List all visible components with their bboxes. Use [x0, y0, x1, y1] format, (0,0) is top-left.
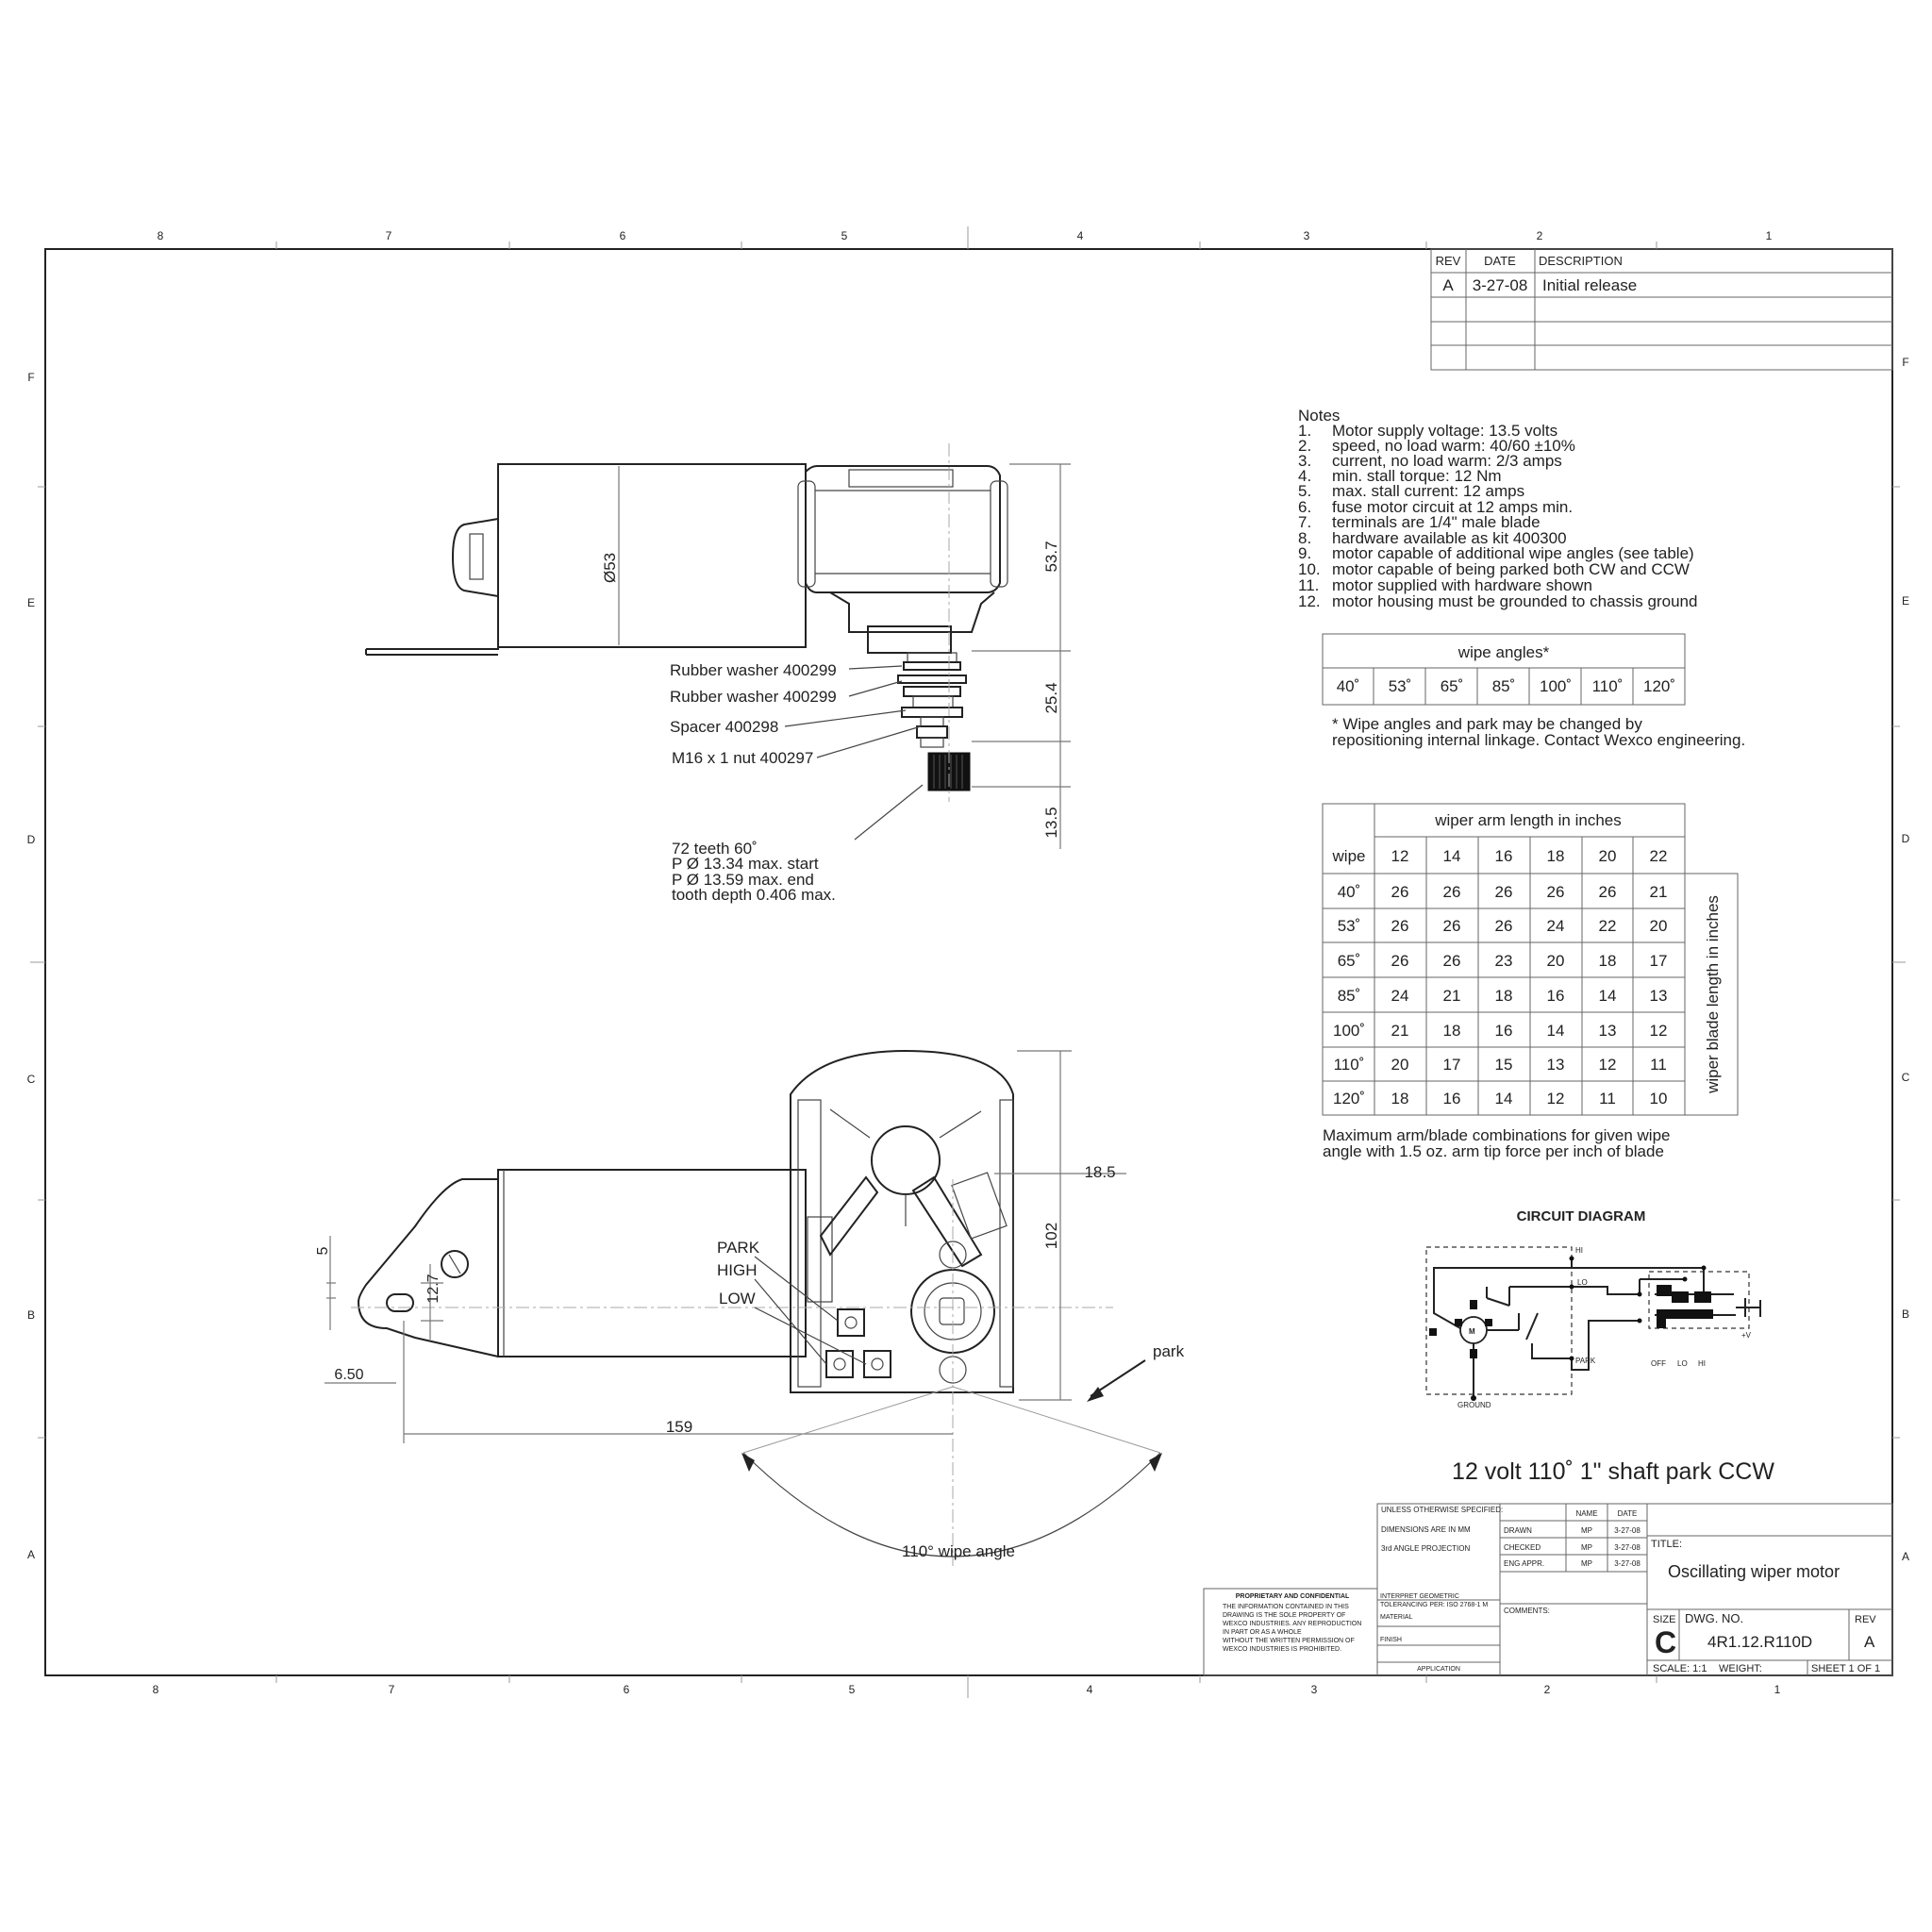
wipe-angle-cell: 120˚ — [1642, 677, 1676, 695]
arm-cell: 16 — [1494, 1022, 1513, 1040]
circuit-label-park: PARK — [1575, 1357, 1596, 1365]
zone-col-bottom-5: 5 — [848, 1683, 856, 1696]
note-text: max. stall current: 12 amps — [1332, 482, 1525, 500]
tb-comments: COMMENTS: — [1504, 1607, 1550, 1615]
zone-row-left-b: B — [26, 1308, 36, 1322]
arm-cell: 26 — [1442, 883, 1461, 901]
arm-cell: 16 — [1442, 1090, 1461, 1108]
zone-col-bottom-8: 8 — [152, 1683, 159, 1696]
arm-length-header: 14 — [1442, 847, 1461, 865]
tb-name-checked: MP — [1581, 1543, 1592, 1552]
note-num: 9. — [1298, 544, 1312, 562]
rev-header-description: DESCRIPTION — [1539, 254, 1623, 268]
note-num: 4. — [1298, 467, 1312, 485]
circuit-diagram — [1426, 1208, 1760, 1409]
rev-row-date: 3-27-08 — [1472, 276, 1528, 294]
arm-cell: 18 — [1391, 1090, 1409, 1108]
arm-length-header: 12 — [1391, 847, 1409, 865]
arm-cell: 26 — [1442, 952, 1461, 970]
note-num: 6. — [1298, 498, 1312, 516]
dim-18-5: 18.5 — [1084, 1163, 1116, 1181]
tb-interpret-2: TOLERANCING PER: ISO 2768-1 M — [1380, 1602, 1489, 1608]
arm-cell: 12 — [1546, 1090, 1565, 1108]
zone-col-top-5: 5 — [841, 229, 848, 242]
circuit-label-motor: M — [1469, 1327, 1475, 1336]
circuit-label-off: OFF — [1651, 1359, 1666, 1368]
arm-cell: 13 — [1546, 1056, 1565, 1074]
circuit-label-lo: LO — [1577, 1278, 1588, 1287]
zone-row-right-f: F — [1902, 356, 1909, 369]
arm-cell: 21 — [1649, 883, 1668, 901]
spline-spec-2: P Ø 13.34 max. start — [672, 855, 819, 873]
arm-cell: 12 — [1598, 1056, 1617, 1074]
rev-row-rev: A — [1442, 276, 1454, 294]
callout-rubber-washer-1: Rubber washer 400299 — [670, 661, 837, 679]
tb-title-label: TITLE: — [1651, 1539, 1683, 1550]
arm-cell: 14 — [1546, 1022, 1565, 1040]
arm-cell: 11 — [1650, 1056, 1667, 1074]
note-text: min. stall torque: 12 Nm — [1332, 467, 1502, 485]
rev-header-rev: REV — [1435, 254, 1461, 268]
arm-row-angle: 53˚ — [1337, 917, 1361, 935]
zone-col-top-4: 4 — [1076, 229, 1084, 242]
rev-row-description: Initial release — [1542, 276, 1638, 294]
dim-diameter-53: Ø53 — [601, 552, 619, 583]
zone-row-left-e: E — [26, 596, 36, 609]
dim-25-4: 25.4 — [1042, 682, 1060, 714]
note-num: 12. — [1298, 592, 1321, 610]
notes-list — [1298, 422, 1697, 610]
callout-rubber-washer-2: Rubber washer 400299 — [670, 688, 837, 706]
arm-length-header: 16 — [1494, 847, 1513, 865]
zone-col-bottom-3: 3 — [1310, 1683, 1318, 1696]
zone-row-right-b: B — [1901, 1307, 1910, 1321]
zone-row-right-c: C — [1901, 1071, 1910, 1084]
tb-date-checked: 3-27-08 — [1614, 1543, 1641, 1552]
note-num: 10. — [1298, 560, 1321, 578]
zone-col-bottom-4: 4 — [1086, 1683, 1093, 1696]
arm-cell: 26 — [1391, 917, 1409, 935]
tb-proprietary-line: WITHOUT THE WRITTEN PERMISSION OF — [1223, 1638, 1355, 1644]
arm-cell: 23 — [1494, 952, 1513, 970]
tb-dwg-label: DWG. NO. — [1685, 1611, 1744, 1625]
tb-scale: SCALE: 1:1 — [1653, 1663, 1707, 1674]
notes — [1298, 407, 1697, 610]
wipe-angles-title: wipe angles* — [1457, 643, 1550, 661]
arm-row-angle: 85˚ — [1337, 987, 1361, 1005]
tb-size-label: SIZE — [1653, 1614, 1676, 1625]
arm-cell: 20 — [1546, 952, 1565, 970]
circuit-label-hi: HI — [1575, 1246, 1583, 1255]
side-view — [366, 443, 1071, 904]
dim-53-7: 53.7 — [1042, 541, 1060, 573]
rev-header-date: DATE — [1484, 254, 1516, 268]
arm-cell: 18 — [1598, 952, 1617, 970]
arm-cell: 26 — [1598, 883, 1617, 901]
circuit-label-hi-switch: HI — [1698, 1359, 1706, 1368]
tb-date-drawn: 3-27-08 — [1614, 1526, 1641, 1535]
tb-name-eng-appr: MP — [1581, 1559, 1592, 1568]
arm-table-side-label: wiper blade length in inches — [1704, 895, 1722, 1093]
arm-cell: 10 — [1649, 1090, 1668, 1108]
tb-date-eng-appr: 3-27-08 — [1614, 1559, 1641, 1568]
arm-row-angle: 110˚ — [1333, 1056, 1365, 1074]
wipe-angle-cell: 40˚ — [1336, 677, 1360, 695]
tb-sheet: SHEET 1 OF 1 — [1811, 1663, 1881, 1674]
note-text: motor capable of additional wipe angles (see table) — [1332, 544, 1694, 562]
arm-cell: 26 — [1494, 917, 1513, 935]
zone-row-right-d: D — [1901, 832, 1910, 845]
dim-6-50: 6.50 — [334, 1367, 364, 1383]
tb-tolerance-1: UNLESS OTHERWISE SPECIFIED: — [1381, 1506, 1504, 1514]
arm-cell: 26 — [1546, 883, 1565, 901]
dim-102: 102 — [1042, 1222, 1060, 1250]
terminal-label-high: HIGH — [717, 1261, 758, 1279]
circuit-title: CIRCUIT DIAGRAM — [1516, 1208, 1646, 1224]
tb-weight: WEIGHT: — [1719, 1663, 1762, 1674]
arm-cell: 24 — [1546, 917, 1565, 935]
dim-159: 159 — [665, 1418, 693, 1436]
zone-col-bottom-6: 6 — [623, 1683, 630, 1696]
terminal-label-low: LOW — [719, 1290, 756, 1307]
tb-size: C — [1655, 1625, 1677, 1659]
arm-cell: 12 — [1649, 1022, 1668, 1040]
arm-table-row-header: wipe — [1332, 847, 1366, 865]
wipe-angle-cell: 110˚ — [1591, 677, 1624, 695]
arm-length-header: 22 — [1649, 847, 1668, 865]
note-num: 2. — [1298, 437, 1312, 455]
zone-col-top-1: 1 — [1765, 229, 1773, 242]
wipe-angle-cell: 53˚ — [1388, 677, 1412, 695]
dim-5: 5 — [315, 1246, 331, 1256]
arm-cell: 13 — [1598, 1022, 1617, 1040]
arm-blade-table — [1323, 804, 1738, 1160]
arm-cell: 22 — [1598, 917, 1617, 935]
note-text: motor supplied with hardware shown — [1332, 576, 1592, 594]
terminal-label-park: PARK — [717, 1239, 760, 1257]
tb-material: MATERIAL — [1380, 1614, 1413, 1621]
arm-cell: 14 — [1494, 1090, 1513, 1108]
tb-proprietary-title: PROPRIETARY AND CONFIDENTIAL — [1235, 1593, 1350, 1600]
note-text: motor housing must be grounded to chassis ground — [1332, 592, 1698, 610]
note-text: Motor supply voltage: 13.5 volts — [1332, 422, 1558, 440]
wipe-angles-table — [1323, 634, 1745, 749]
arm-cell: 13 — [1649, 987, 1668, 1005]
note-text: current, no load warm: 2/3 amps — [1332, 452, 1562, 470]
arm-cell: 26 — [1442, 917, 1461, 935]
zone-row-right-e: E — [1901, 594, 1910, 608]
note-num: 11. — [1298, 576, 1320, 594]
zone-col-bottom-2: 2 — [1543, 1683, 1551, 1696]
front-view — [315, 1051, 1185, 1566]
zone-row-left-d: D — [26, 833, 36, 846]
arm-cell: 21 — [1442, 987, 1461, 1005]
arm-row-angle: 40˚ — [1337, 883, 1361, 901]
arm-row-angle: 100˚ — [1332, 1022, 1366, 1040]
note-text: terminals are 1/4" male blade — [1332, 513, 1541, 531]
circuit-label-lo-switch: LO — [1677, 1359, 1688, 1368]
arm-cell: 15 — [1494, 1056, 1513, 1074]
zone-col-top-8: 8 — [157, 229, 164, 242]
wipe-angle-cell: 65˚ — [1440, 677, 1464, 695]
note-text: speed, no load warm: 40/60 ±10% — [1332, 437, 1575, 455]
zone-row-left-c: C — [26, 1073, 36, 1086]
arm-table-title: wiper arm length in inches — [1435, 811, 1622, 829]
drawing-subtitle: 12 volt 110˚ 1" shaft park CCW — [1452, 1458, 1774, 1485]
tb-role-eng-appr: ENG APPR. — [1504, 1559, 1545, 1568]
note-text: hardware available as kit 400300 — [1332, 529, 1567, 547]
note-num: 7. — [1298, 513, 1312, 531]
callout-spacer: Spacer 400298 — [670, 718, 779, 736]
note-num: 3. — [1298, 452, 1312, 470]
arm-cell: 20 — [1391, 1056, 1409, 1074]
arm-cell: 21 — [1391, 1022, 1409, 1040]
zone-col-top-2: 2 — [1536, 229, 1543, 242]
title-block — [1204, 1504, 1892, 1675]
zone-row-left-f: F — [27, 371, 35, 384]
spline-spec-1: 72 teeth 60˚ — [672, 840, 758, 858]
tb-date-header: DATE — [1617, 1509, 1638, 1518]
tb-proprietary-line: WEXCO INDUSTRIES IS PROHIBITED. — [1223, 1646, 1342, 1653]
arm-row-angle: 120˚ — [1332, 1090, 1366, 1108]
wipe-angles-footnote-1: * Wipe angles and park may be changed by — [1332, 715, 1642, 733]
circuit-label-plus-v: +V — [1741, 1331, 1752, 1340]
wipe-angle-label: 110° wipe angle — [902, 1542, 1015, 1560]
tb-rev: A — [1864, 1633, 1875, 1651]
wipe-angle-cell: 85˚ — [1491, 677, 1516, 695]
tb-name-header: NAME — [1575, 1509, 1598, 1518]
zone-row-right-a: A — [1901, 1550, 1910, 1563]
arm-cell: 17 — [1649, 952, 1668, 970]
spline-spec-3: P Ø 13.59 max. end — [672, 871, 814, 889]
arm-cell: 11 — [1599, 1090, 1616, 1108]
note-text: motor capable of being parked both CW and CCW — [1332, 560, 1690, 578]
note-num: 8. — [1298, 529, 1312, 547]
circuit-label-ground: GROUND — [1457, 1401, 1491, 1409]
notes-title: Notes — [1298, 407, 1341, 425]
arm-cell: 17 — [1442, 1056, 1461, 1074]
dim-12-7: 12.7 — [425, 1274, 441, 1304]
dim-13-5: 13.5 — [1042, 807, 1060, 839]
zone-col-top-6: 6 — [619, 229, 626, 242]
tb-proprietary-line: THE INFORMATION CONTAINED IN THIS — [1223, 1604, 1349, 1610]
tb-interpret-1: INTERPRET GEOMETRIC — [1380, 1593, 1459, 1600]
tb-dwg-number: 4R1.12.R110D — [1707, 1633, 1813, 1651]
tb-proprietary-line: DRAWING IS THE SOLE PROPERTY OF — [1223, 1612, 1346, 1619]
arm-cell: 14 — [1598, 987, 1617, 1005]
tb-name-drawn: MP — [1581, 1526, 1592, 1535]
arm-cell: 26 — [1391, 883, 1409, 901]
arm-cell: 20 — [1649, 917, 1668, 935]
tb-proprietary-line: IN PART OR AS A WHOLE — [1223, 1629, 1302, 1636]
arm-table-caption-1: Maximum arm/blade combinations for given wipe — [1323, 1126, 1671, 1144]
arm-cell: 18 — [1494, 987, 1513, 1005]
arm-table-caption-2: angle with 1.5 oz. arm tip force per inch of blade — [1323, 1142, 1664, 1160]
tb-title: Oscillating wiper motor — [1668, 1562, 1840, 1581]
park-label: park — [1153, 1342, 1185, 1360]
arm-length-header: 20 — [1598, 847, 1617, 865]
tb-finish: FINISH — [1380, 1637, 1402, 1643]
wipe-angle-cell: 100˚ — [1539, 677, 1573, 695]
zone-col-top-7: 7 — [385, 229, 392, 242]
tb-role-drawn: DRAWN — [1504, 1526, 1532, 1535]
tb-proprietary-line: WEXCO INDUSTRIES. ANY REPRODUCTION — [1223, 1621, 1362, 1627]
tb-rev-label: REV — [1855, 1614, 1876, 1625]
arm-length-header: 18 — [1546, 847, 1565, 865]
tb-tolerance-3: 3rd ANGLE PROJECTION — [1381, 1544, 1471, 1553]
revision-block — [1431, 249, 1892, 370]
note-num: 5. — [1298, 482, 1312, 500]
tb-tolerance-2: DIMENSIONS ARE IN MM — [1381, 1525, 1471, 1534]
note-text: fuse motor circuit at 12 amps min. — [1332, 498, 1574, 516]
zone-col-top-3: 3 — [1303, 229, 1310, 242]
zone-col-bottom-7: 7 — [388, 1683, 395, 1696]
zone-col-bottom-1: 1 — [1774, 1683, 1781, 1696]
tb-role-checked: CHECKED — [1504, 1543, 1541, 1552]
zone-row-left-a: A — [26, 1548, 36, 1561]
arm-row-angle: 65˚ — [1337, 952, 1361, 970]
arm-cell: 26 — [1494, 883, 1513, 901]
arm-cell: 26 — [1391, 952, 1409, 970]
wipe-angles-footnote-2: repositioning internal linkage. Contact Wexco engineering. — [1332, 731, 1746, 749]
arm-cell: 18 — [1442, 1022, 1461, 1040]
tb-application: APPLICATION — [1417, 1666, 1460, 1673]
callout-nut: M16 x 1 nut 400297 — [672, 749, 814, 767]
arm-cell: 16 — [1546, 987, 1565, 1005]
note-num: 1. — [1298, 422, 1312, 440]
arm-cell: 24 — [1391, 987, 1409, 1005]
spline-spec-4: tooth depth 0.406 max. — [672, 886, 836, 904]
